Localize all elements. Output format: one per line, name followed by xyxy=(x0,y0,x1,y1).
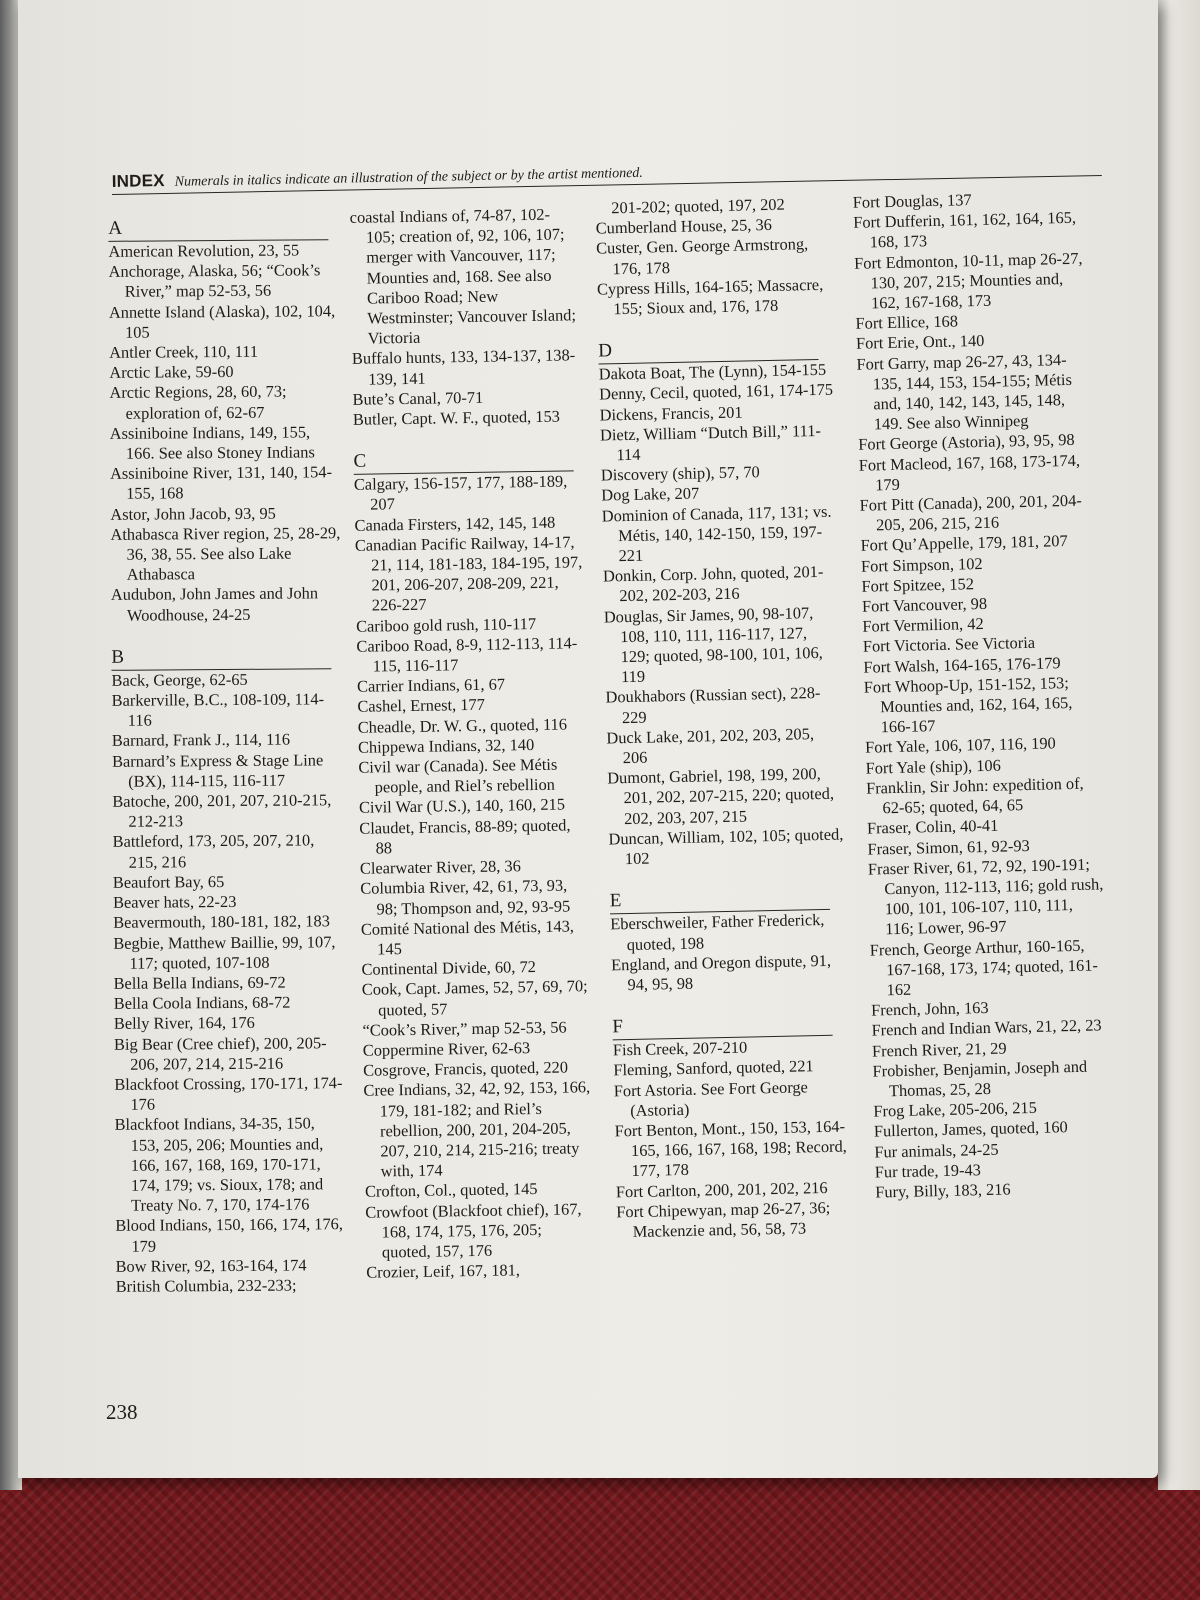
index-entry: Dakota Boat, The (Lynn), 154-155 xyxy=(598,360,827,384)
section-letter: E xyxy=(610,885,830,915)
index-entry: Butler, Capt. W. F., quoted, 153 xyxy=(352,406,561,429)
index-entry: French, George Arthur, 160-165, 167-168, 173, 174; quoted, 161-162 xyxy=(869,935,1099,1000)
index-entry: Fraser, Colin, 40-41 xyxy=(866,815,999,838)
index-entry: Blackfoot Indians, 34-35, 150, 153, 205, 206; Mounties and, 166, 167, 168, 169, 170-171, 174, 179; vs. Sioux, 178; and Treaty No. 7, 170, 174-176 xyxy=(114,1113,324,1215)
index-entry: Antler Creek, 110, 111 xyxy=(109,341,259,362)
index-entry: Civil War (U.S.), 140, 160, 215 xyxy=(358,795,566,818)
index-entry: Barkerville, B.C., 108-109, 114-116 xyxy=(111,689,325,730)
index-entry: Barnard’s Express & Stage Line (BX), 114-115, 116-117 xyxy=(111,750,324,791)
index-entry: Dietz, William “Dutch Bill,” 111-114 xyxy=(599,420,822,465)
index-column-1 xyxy=(108,213,348,1297)
index-title: INDEX xyxy=(111,170,165,192)
index-entry: Cypress Hills, 164-165; Massacre, 155; Sioux and, 176, 178 xyxy=(596,274,824,319)
index-entry: Duck Lake, 201, 202, 203, 205, 206 xyxy=(606,723,815,768)
index-entry: Arctic Lake, 59-60 xyxy=(109,362,234,383)
index-entry: Arctic Regions, 28, 60, 73; exploration of, 62-67 xyxy=(109,382,287,423)
index-column-3 xyxy=(595,194,853,1243)
index-entry: Fort Yale, 106, 107, 116, 190 xyxy=(864,733,1056,758)
index-entry: Beaufort Bay, 65 xyxy=(112,871,225,892)
index-entry: Denny, Cecil, quoted, 161, 174-175 xyxy=(598,380,834,404)
index-entry: Batoche, 200, 201, 207, 210-215, 212-213 xyxy=(112,790,332,831)
index-entry: French River, 21, 29 xyxy=(871,1038,1007,1061)
index-entry: Doukhabors (Russian sect), 228-229 xyxy=(605,683,821,727)
index-entry: Audubon, John James and John Woodhouse, 24-25 xyxy=(110,583,319,625)
section-letter: F xyxy=(612,1011,832,1041)
index-entry: Bow River, 92, 163-164, 174 xyxy=(115,1255,307,1276)
index-entry: Fort Chipewyan, map 26-27, 36; Mackenzie and, 56, 58, 73 xyxy=(616,1197,831,1241)
index-entry: Cheadle, Dr. W. G., quoted, 116 xyxy=(357,714,568,737)
index-entry: Fur animals, 24-25 xyxy=(874,1139,999,1162)
index-entry: Anchorage, Alaska, 56; “Cook’s River,” map 52-53, 56 xyxy=(108,260,321,302)
index-column-4 xyxy=(853,187,1112,1202)
index-entry: Cumberland House, 25, 36 xyxy=(595,215,773,238)
index-entry: Blackfoot Crossing, 170-171, 174-176 xyxy=(114,1073,343,1114)
index-entry: Fullerton, James, quoted, 160 xyxy=(873,1117,1068,1141)
index-entry: French and Indian Wars, 21, 22, 23 xyxy=(871,1015,1102,1040)
index-entry: coastal Indians of, 74-87, 102-105; creation of, 92, 106, 107; merger with Vancouver, 117; Mounties and, 168. See also Cariboo Road; New Westminster; Vancouver Island; Victoria xyxy=(349,204,577,348)
index-entry: Buffalo hunts, 133, 134-137, 138-139, 141 xyxy=(351,345,576,389)
index-entry: Columbia River, 42, 61, 73, 93, 98; Thompson and, 92, 93-95 xyxy=(360,875,571,919)
index-entry: “Cook’s River,” map 52-53, 56 xyxy=(362,1017,567,1040)
index-entry: Fort Vermilion, 42 xyxy=(862,614,984,636)
index-entry: Frobisher, Benjamin, Joseph and Thomas, 25, 28 xyxy=(872,1056,1088,1101)
index-entry: Fleming, Sanford, quoted, 221 xyxy=(613,1056,814,1080)
index-entry: Cashel, Ernest, 177 xyxy=(357,695,486,717)
index-entry: Fort Spitzee, 152 xyxy=(861,574,975,596)
index-entry: Back, George, 62-65 xyxy=(111,669,248,690)
index-entry: England, and Oregon dispute, 91, 94, 95, 98 xyxy=(610,950,832,994)
index-entry: Fort Vancouver, 98 xyxy=(861,593,988,616)
index-entry: Carrier Indians, 61, 67 xyxy=(356,674,506,697)
index-entry: French, John, 163 xyxy=(870,998,989,1020)
index-entry: Dominion of Canada, 117, 131; vs. Métis, 140, 142-150, 159, 197-221 xyxy=(601,501,832,566)
index-entry: Bella Coola Indians, 68-72 xyxy=(113,992,291,1013)
tablecloth-background xyxy=(0,1470,1200,1600)
index-entry: Comité National des Métis, 143, 145 xyxy=(360,916,575,959)
index-entry: Fort Edmonton, 10-11, map 26-27, 130, 207, 215; Mounties and, 162, 167-168, 173 xyxy=(853,248,1083,313)
index-entry: Fort Macleod, 167, 168, 173-174, 179 xyxy=(858,450,1081,495)
index-entry: Claudet, Francis, 88-89; quoted, 88 xyxy=(359,815,571,858)
index-entry: Fraser River, 61, 72, 92, 190-191; Canyon, 112-113, 116; gold rush, 100, 101, 106-107, 110, 111, 116; Lower, 96-97 xyxy=(867,854,1104,939)
index-entry: Blood Indians, 150, 166, 174, 176, 179 xyxy=(115,1214,343,1256)
index-entry: Coppermine River, 62-63 xyxy=(362,1038,531,1060)
index-entry: Eberschweiler, Father Frederick, quoted, 198 xyxy=(610,910,825,954)
index-entry: Fort Douglas, 137 xyxy=(852,190,972,212)
index-entry: Dickens, Francis, 201 xyxy=(599,402,743,425)
index-entry: Begbie, Matthew Baillie, 99, 107, 117; quoted, 107-108 xyxy=(113,931,336,973)
index-entry: Fort Simpson, 102 xyxy=(860,553,983,576)
index-column-2 xyxy=(350,204,595,1283)
index-entry: Canadian Pacific Railway, 14-17, 21, 114, 181-183, 184-195, 197, 201, 206-207, 208-209, 221, 226-227 xyxy=(354,532,583,616)
index-entry: Fort Erie, Ont., 140 xyxy=(855,331,985,354)
index-entry: Athabasca River region, 25, 28-29, 36, 38, 55. See also Lake Athabasca xyxy=(110,523,341,584)
index-entry: Discovery (ship), 57, 70 xyxy=(600,462,760,485)
index-entry: Calgary, 156-157, 177, 188-189, 207 xyxy=(353,471,568,515)
index-entry: Fur trade, 19-43 xyxy=(874,1159,982,1182)
index-entry: Fort George (Astoria), 93, 95, 98 xyxy=(858,430,1075,455)
index-entry: Crozier, Leif, 167, 181, xyxy=(366,1260,521,1282)
index-entry: Frog Lake, 205-206, 215 xyxy=(873,1098,1038,1121)
index-entry: Cree Indians, 32, 42, 92, 153, 166, 179, 181-182; and Riel’s rebellion, 200, 201, 204-205, 207, 210, 214, 215-216; treaty with, 174 xyxy=(363,1077,591,1181)
index-entry: Fraser, Simon, 61, 92-93 xyxy=(867,835,1030,859)
index-entry: Assiniboine Indians, 149, 155, 166. See also Stoney Indians xyxy=(109,422,315,463)
index-entry: Cariboo Road, 8-9, 112-113, 114-115, 116-117 xyxy=(356,633,578,676)
index-entry: Bute’s Canal, 70-71 xyxy=(352,387,484,409)
index-entry: 201-202; quoted, 197, 202 xyxy=(611,194,785,218)
index-entry: Duncan, William, 102, 105; quoted, 102 xyxy=(608,824,844,869)
index-entry: Fish Creek, 207-210 xyxy=(612,1037,748,1060)
index-entry: Continental Divide, 60, 72 xyxy=(361,957,537,979)
index-entry: Beavermouth, 180-181, 182, 183 xyxy=(113,911,330,933)
index-entry: Big Bear (Cree chief), 200, 205-206, 207, 214, 215-216 xyxy=(113,1032,327,1074)
index-entry: Fort Qu’Appelle, 179, 181, 207 xyxy=(860,531,1068,556)
section-letter: C xyxy=(353,447,573,475)
index-entry: Bella Bella Indians, 69-72 xyxy=(113,972,286,993)
index-entry: Fort Walsh, 164-165, 176-179 xyxy=(863,652,1061,677)
index-entry: Annette Island (Alaska), 102, 104, 105 xyxy=(108,300,336,342)
index-entry: Crowfoot (Blackfoot chief), 167, 168, 174, 175, 176, 205; quoted, 157, 176 xyxy=(365,1198,582,1262)
index-entry: Fort Ellice, 168 xyxy=(855,311,959,333)
index-entry: Douglas, Sir James, 90, 98-107, 108, 110, 111, 116-117, 127, 129; quoted, 98-100, 101, 106, 119 xyxy=(603,602,823,687)
index-entry: British Columbia, 232-233; xyxy=(115,1275,297,1296)
index-entry: Belly River, 164, 176 xyxy=(113,1013,255,1034)
index-entry: Fort Whoop-Up, 151-152, 153; Mounties and, 162, 164, 165, 166-167 xyxy=(863,672,1073,737)
index-entry: Fort Astoria. See Fort George (Astoria) xyxy=(613,1076,809,1120)
index-entry: Fort Benton, Mont., 150, 153, 164-165, 166, 167, 168, 198; Record, 177, 178 xyxy=(614,1116,847,1181)
index-entry: American Revolution, 23, 55 xyxy=(108,240,300,261)
index-entry: Cook, Capt. James, 52, 57, 69, 70; quoted, 57 xyxy=(361,976,588,1020)
section-letter: D xyxy=(598,335,818,365)
section-letter: A xyxy=(108,215,328,242)
index-entry: Crofton, Col., quoted, 145 xyxy=(364,1179,538,1202)
index-entry: Fort Yale (ship), 106 xyxy=(865,755,1002,778)
page-number: 238 xyxy=(106,1400,138,1424)
index-entry: Fort Carlton, 200, 201, 202, 216 xyxy=(615,1177,828,1201)
index-entry: Fury, Billy, 183, 216 xyxy=(875,1179,1011,1202)
index-entry: Chippewa Indians, 32, 140 xyxy=(357,734,535,757)
index-entry: Dog Lake, 207 xyxy=(601,483,700,505)
index-entry: Fort Garry, map 26-27, 43, 134-135, 144, 153, 154-155; Métis and, 140, 142, 143, 145, 148, 149. See also Winnipeg xyxy=(856,349,1073,434)
index-entry: Fort Pitt (Canada), 200, 201, 204-205, 206, 215, 216 xyxy=(859,490,1082,535)
index-entry: Assiniboine River, 131, 140, 154-155, 168 xyxy=(109,462,333,504)
section-gap xyxy=(111,624,343,644)
index-entry: Cosgrove, Francis, quoted, 220 xyxy=(362,1057,569,1080)
index-entry: Fort Dufferin, 161, 162, 164, 165, 168, 173 xyxy=(853,207,1077,252)
page-edges xyxy=(1158,0,1200,1490)
index-entry: Civil war (Canada). See Métis people, and Riel’s rebellion xyxy=(358,754,558,797)
index-note: Numerals in italics indicate an illustration of the subject or by the artist mentioned. xyxy=(174,165,643,190)
index-entry: Donkin, Corp. John, quoted, 201-202, 202-203, 216 xyxy=(602,562,824,606)
section-gap xyxy=(353,426,581,448)
index-entry: Clearwater River, 28, 36 xyxy=(359,856,521,878)
index-entry: Franklin, Sir John: expedition of, 62-65; quoted, 64, 65 xyxy=(865,773,1084,818)
index-entry: Cariboo gold rush, 110-117 xyxy=(355,613,537,636)
index-entry: Astor, John Jacob, 93, 95 xyxy=(110,503,276,524)
index-entry: Barnard, Frank J., 114, 116 xyxy=(111,730,291,751)
index-entry: Canada Firsters, 142, 145, 148 xyxy=(354,512,556,535)
index-entry: Battleford, 173, 205, 207, 210, 215, 216 xyxy=(112,830,315,872)
index-entry: Custer, Gen. George Armstrong, 176, 178 xyxy=(595,234,809,278)
index-entry: Beaver hats, 22-23 xyxy=(112,892,237,912)
index-entry: Dumont, Gabriel, 198, 199, 200, 201, 202, 207-215, 220; quoted, 202, 203, 207, 215 xyxy=(607,764,835,828)
section-letter: B xyxy=(111,644,331,671)
index-entry: Fort Victoria. See Victoria xyxy=(862,633,1036,657)
